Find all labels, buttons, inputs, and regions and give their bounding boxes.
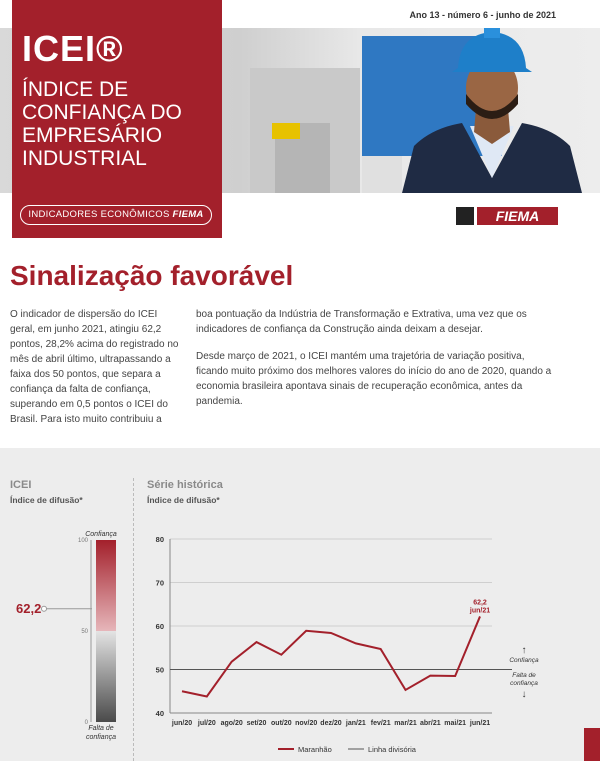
x-tick-ago-20: ago/20 bbox=[220, 720, 243, 727]
article-headline: Sinalização favorável bbox=[10, 260, 294, 291]
legend-series-name: Maranhão bbox=[298, 745, 332, 754]
x-tick-jan-21: jan/21 bbox=[345, 720, 366, 727]
gauge-tick-100: 100 bbox=[77, 538, 88, 544]
gauge-pointer-dot bbox=[42, 606, 47, 611]
article-column-2 bbox=[196, 307, 556, 409]
side-no-confidence-label-1: Falta de bbox=[512, 672, 536, 679]
series-maranhao-line bbox=[182, 616, 480, 696]
side-confidence-label: Confiança bbox=[509, 657, 539, 664]
pill-regular: INDICADORES ECONÔMICOS bbox=[28, 209, 173, 220]
y-tick-40: 40 bbox=[155, 709, 164, 718]
historical-series-chart bbox=[140, 520, 584, 761]
gauge-top-label: Confiança bbox=[85, 531, 117, 538]
column-2-paragraph-1: boa pontuação da Indústria de Transformação e Extrativa, uma vez que os indicadores de confiança da Construção ainda deixam a desejar. bbox=[196, 309, 527, 335]
x-tick-mar-21: mar/21 bbox=[394, 720, 417, 727]
last-month-label: jun/21 bbox=[469, 607, 491, 615]
icei-gauge bbox=[0, 520, 133, 750]
chart-ylabel: Índice de difusão* bbox=[147, 495, 220, 505]
column-1-text: O indicador de dispersão do ICEI geral, em junho 2021, atingiu 62,2 pontos, 28,2% acima do registrado no mês de abril último, ultrapassando a faixa dos 50 pontos, que separa a confiança da falta de confiança, superando em 0,5 pontos o ICEI do Brasil. Para isto muito contribuiu a bbox=[10, 309, 179, 425]
title-panel bbox=[12, 0, 222, 238]
y-tick-70: 70 bbox=[155, 578, 164, 588]
gauge-bottom-label-1: Falta de bbox=[88, 725, 114, 732]
side-no-confidence-label-2: confiança bbox=[510, 680, 538, 687]
economic-indicators-pill bbox=[20, 205, 212, 225]
chart-x-ticks bbox=[171, 720, 490, 727]
section-divider bbox=[133, 478, 134, 761]
side-arrow-up: ↑ bbox=[521, 645, 527, 656]
x-tick-out-20: out/20 bbox=[271, 720, 292, 727]
gauge-subtitle: Índice de difusão* bbox=[10, 495, 83, 505]
fiema-mark-icon bbox=[456, 207, 474, 225]
gauge-value: 62,2 bbox=[16, 600, 42, 616]
x-tick-jun-20: jun/20 bbox=[171, 720, 193, 727]
gauge-no-confidence-bar bbox=[96, 631, 116, 722]
gauge-tick-0: 0 bbox=[84, 720, 88, 726]
x-tick-dez-20: dez/20 bbox=[320, 720, 342, 727]
fiema-wordmark: FIEMA bbox=[477, 207, 558, 225]
gauge-confidence-bar bbox=[96, 540, 116, 631]
chart-title: Série histórica bbox=[147, 479, 223, 491]
side-arrow-down: ↓ bbox=[521, 689, 527, 700]
red-side-strip bbox=[584, 728, 600, 761]
chart-grid bbox=[170, 539, 492, 713]
gauge-bottom-label-2: confiança bbox=[86, 734, 116, 741]
column-2-paragraph-2: Desde março de 2021, o ICEI mantém uma trajetória de variação positiva, ficando muito próximo dos melhores valores do início do ano de 2020, quando a economia brasileira apontava sinais de recuperação econômica, antes da pandemia. bbox=[196, 351, 552, 407]
x-tick-mai-21: mai/21 bbox=[444, 720, 467, 727]
y-tick-60: 60 bbox=[155, 622, 164, 631]
y-tick-50: 50 bbox=[155, 665, 164, 675]
last-value-label: 62,2 bbox=[473, 599, 487, 607]
fiema-logo bbox=[456, 207, 558, 225]
brand-subtitle: ÍNDICE DE CONFIANÇA DO EMPRESÁRIO INDUSTRIAL bbox=[22, 78, 182, 170]
x-tick-jul-20: jul/20 bbox=[197, 720, 216, 727]
pill-bold: FIEMA bbox=[172, 209, 204, 220]
x-tick-fev-21: fev/21 bbox=[370, 720, 391, 727]
gauge-tick-50: 50 bbox=[81, 629, 88, 635]
x-tick-jun-21: jun/21 bbox=[469, 720, 491, 727]
brand-title: ICEI® bbox=[22, 28, 124, 69]
warning-plate bbox=[272, 123, 300, 139]
issue-line: Ano 13 - número 6 - junho de 2021 bbox=[409, 10, 556, 20]
y-tick-80: 80 bbox=[155, 535, 164, 544]
worker-illustration bbox=[392, 28, 592, 193]
gauge-title: ICEI bbox=[10, 479, 32, 491]
article-column-1 bbox=[10, 307, 180, 427]
x-tick-abr-21: abr/21 bbox=[420, 720, 441, 727]
legend-divider-name: Linha divisória bbox=[368, 745, 416, 754]
chart-y-ticks bbox=[156, 535, 164, 718]
x-tick-set-20: set/20 bbox=[246, 720, 267, 727]
x-tick-nov-20: nov/20 bbox=[295, 720, 318, 727]
